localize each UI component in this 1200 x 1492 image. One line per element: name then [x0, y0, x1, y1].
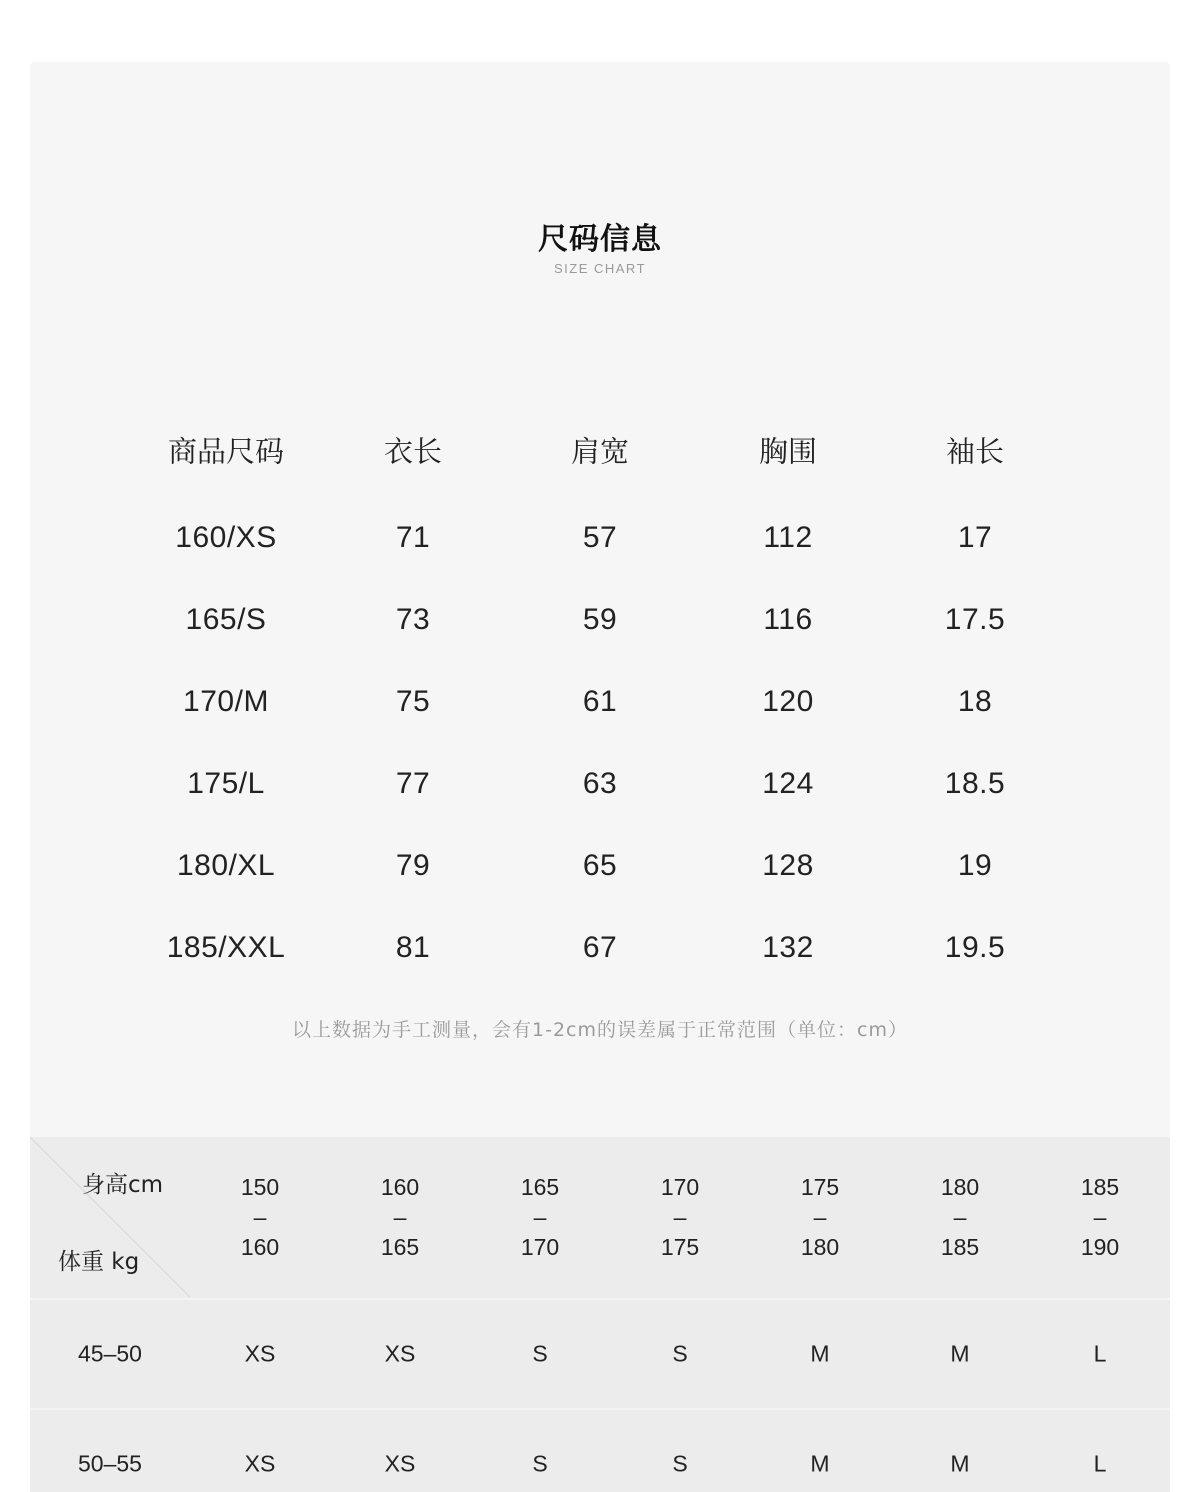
recommended-size-cell: S [532, 1450, 548, 1477]
size-label-cell: 170/M [183, 685, 269, 718]
height-range-from: 160 [380, 1174, 420, 1200]
recommended-size-cell: S [532, 1340, 548, 1367]
height-range-to: 180 [800, 1234, 840, 1260]
size-label-cell: 160/XS [175, 521, 277, 554]
recommended-size-cell: XS [384, 1340, 416, 1367]
size-chart-card [30, 62, 1170, 1492]
height-range-to: 170 [520, 1234, 560, 1260]
height-range-header [190, 1137, 330, 1297]
recommended-size-cell: L [1093, 1340, 1107, 1367]
height-range-from: 175 [800, 1174, 840, 1200]
size-table-header: 胸围 [758, 434, 818, 469]
page-title: 尺码信息 [538, 222, 662, 257]
measurement-cell: 77 [395, 767, 431, 800]
measurement-cell: 19.5 [944, 931, 1006, 964]
size-label-cell: 175/L [187, 767, 265, 800]
weight-range-label: 50–55 [78, 1450, 142, 1477]
measurement-cell: 18 [957, 685, 993, 718]
height-range-to: 165 [380, 1234, 420, 1260]
measurement-cell: 63 [582, 767, 618, 800]
recommended-size-cell: M [810, 1450, 830, 1477]
size-table-header: 商品尺码 [167, 434, 285, 469]
measurement-cell: 17.5 [944, 603, 1006, 636]
recommended-size-cell: S [672, 1450, 688, 1477]
size-label-cell: 185/XXL [166, 931, 286, 964]
height-range-sep: – [1093, 1204, 1107, 1230]
measurement-cell: 120 [762, 685, 814, 718]
measurement-cell: 128 [762, 849, 814, 882]
recommended-size-cell: XS [244, 1450, 276, 1477]
size-recommendation-table [30, 1137, 1170, 1492]
height-range-from: 170 [660, 1174, 700, 1200]
row-divider [30, 1408, 1170, 1410]
height-range-from: 185 [1080, 1174, 1120, 1200]
height-range-header [610, 1137, 750, 1297]
height-range-header [750, 1137, 890, 1297]
height-range-sep: – [393, 1204, 407, 1230]
height-range-header [330, 1137, 470, 1297]
measurement-cell: 73 [395, 603, 431, 636]
measurement-cell: 79 [395, 849, 431, 882]
height-range-from: 180 [940, 1174, 980, 1200]
row-divider [30, 1298, 1170, 1300]
height-range-to: 185 [940, 1234, 980, 1260]
measurement-cell: 132 [762, 931, 814, 964]
recommended-size-cell: XS [384, 1450, 416, 1477]
measurement-cell: 59 [582, 603, 618, 636]
measurement-cell: 57 [582, 521, 618, 554]
height-range-header [470, 1137, 610, 1297]
measurement-cell: 65 [582, 849, 618, 882]
measurement-cell: 17 [957, 521, 993, 554]
recommended-size-cell: L [1093, 1450, 1107, 1477]
size-label-cell: 180/XL [176, 849, 276, 882]
recommended-size-cell: S [672, 1340, 688, 1367]
measurement-cell: 75 [395, 685, 431, 718]
size-label-cell: 165/S [185, 603, 267, 636]
height-range-to: 190 [1080, 1234, 1120, 1260]
height-axis-label: 身高cm [82, 1172, 164, 1198]
height-range-sep: – [673, 1204, 687, 1230]
height-range-sep: – [953, 1204, 967, 1230]
height-range-header [890, 1137, 1030, 1297]
height-range-to: 160 [240, 1234, 280, 1260]
measurement-cell: 112 [763, 521, 813, 554]
weight-range-label: 45–50 [78, 1340, 142, 1367]
measurement-cell: 67 [582, 931, 618, 964]
size-table-header: 肩宽 [570, 434, 630, 469]
height-range-sep: – [813, 1204, 827, 1230]
table-corner-header [30, 1137, 190, 1297]
measurement-cell: 116 [763, 603, 813, 636]
measurement-cell: 81 [395, 931, 431, 964]
measurement-cell: 18.5 [944, 767, 1006, 800]
height-range-from: 150 [240, 1174, 280, 1200]
measurement-cell: 124 [762, 767, 814, 800]
measurement-note: 以上数据为手工测量，会有1-2cm的误差属于正常范围（单位：cm） [292, 1019, 908, 1041]
height-range-sep: – [533, 1204, 547, 1230]
height-range-from: 165 [520, 1174, 560, 1200]
measurement-cell: 19 [957, 849, 993, 882]
measurement-cell: 61 [582, 685, 618, 718]
height-range-header [1030, 1137, 1170, 1297]
size-table-header: 衣长 [383, 434, 443, 469]
measurement-cell: 71 [395, 521, 431, 554]
weight-axis-label: 体重 kg [58, 1249, 140, 1275]
height-range-sep: – [253, 1204, 267, 1230]
page-subtitle: SIZE CHART [553, 261, 647, 276]
recommended-size-cell: M [950, 1340, 970, 1367]
recommended-size-cell: M [810, 1340, 830, 1367]
height-range-to: 175 [660, 1234, 700, 1260]
recommended-size-cell: M [950, 1450, 970, 1477]
size-table-header: 袖长 [945, 434, 1005, 469]
recommended-size-cell: XS [244, 1340, 276, 1367]
